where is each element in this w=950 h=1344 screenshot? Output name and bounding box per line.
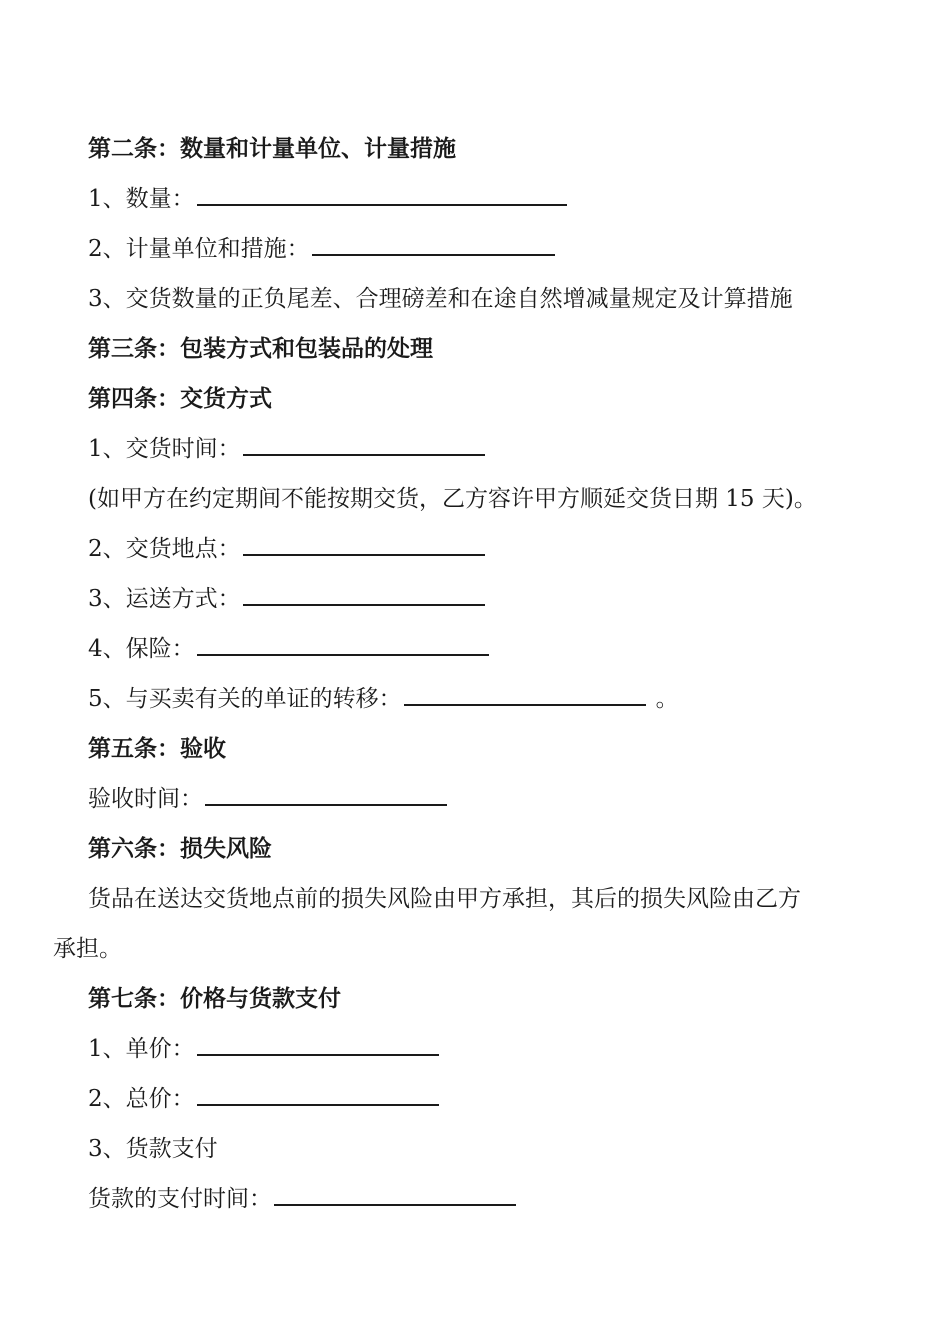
delivery-time-blank[interactable] [243, 432, 485, 456]
unit-price-blank[interactable] [197, 1032, 439, 1056]
insurance-line [0, 624, 950, 674]
transport-method-label: 3、运送方式： [88, 586, 241, 612]
unit-price-line [0, 1024, 950, 1074]
delivery-time-line [0, 424, 950, 474]
transport-method-blank[interactable] [243, 582, 485, 606]
payment-time-blank[interactable] [274, 1182, 516, 1206]
inspection-time-blank[interactable] [205, 782, 447, 806]
document-transfer-period: 。 [655, 686, 679, 712]
article-7-heading: 第七条：价格与货款支付 [88, 985, 341, 1012]
delivery-extension-note: (如甲方在约定期间不能按期交货，乙方容许甲方顺延交货日期 15 天)。 [88, 486, 817, 512]
delivery-time-label: 1、交货时间： [88, 436, 241, 462]
contract-page [0, 124, 950, 1224]
quantity-line [0, 174, 950, 224]
delivery-place-blank[interactable] [243, 532, 485, 556]
article-4-heading: 第四条：交货方式 [88, 385, 272, 412]
risk-text-line-1: 货品在送达交货地点前的损失风险由甲方承担，其后的损失风险由乙方 [88, 886, 801, 912]
insurance-blank[interactable] [197, 632, 489, 656]
total-price-blank[interactable] [197, 1082, 439, 1106]
delivery-place-label: 2、交货地点： [88, 536, 241, 562]
measure-unit-blank[interactable] [312, 232, 555, 256]
quantity-blank[interactable] [197, 182, 567, 206]
article-6-heading: 第六条：损失风险 [88, 835, 272, 862]
article-2-heading: 第二条：数量和计量单位、计量措施 [88, 135, 456, 162]
tolerance-clause: 3、交货数量的正负尾差、合理磅差和在途自然增减量规定及计算措施 [88, 286, 793, 312]
payment-time-line [0, 1174, 950, 1224]
quantity-label: 1、数量： [88, 186, 195, 212]
document-transfer-label: 5、与买卖有关的单证的转移： [88, 686, 402, 712]
document-transfer-blank[interactable] [404, 682, 646, 706]
total-price-line [0, 1074, 950, 1124]
article-3-heading: 第三条：包装方式和包装品的处理 [88, 335, 433, 362]
document-transfer-line [0, 674, 950, 724]
unit-price-label: 1、单价： [88, 1036, 195, 1062]
risk-text-line-2: 承担。 [53, 936, 122, 962]
inspection-time-label: 验收时间： [88, 786, 203, 812]
insurance-label: 4、保险： [88, 636, 195, 662]
measure-unit-line [0, 224, 950, 274]
measure-unit-label: 2、计量单位和措施： [88, 236, 310, 262]
payment-subheading: 3、货款支付 [88, 1136, 218, 1162]
article-5-heading: 第五条：验收 [88, 735, 226, 762]
payment-time-label: 货款的支付时间： [88, 1186, 272, 1212]
inspection-time-line [0, 774, 950, 824]
transport-method-line [0, 574, 950, 624]
total-price-label: 2、总价： [88, 1086, 195, 1112]
delivery-place-line [0, 524, 950, 574]
